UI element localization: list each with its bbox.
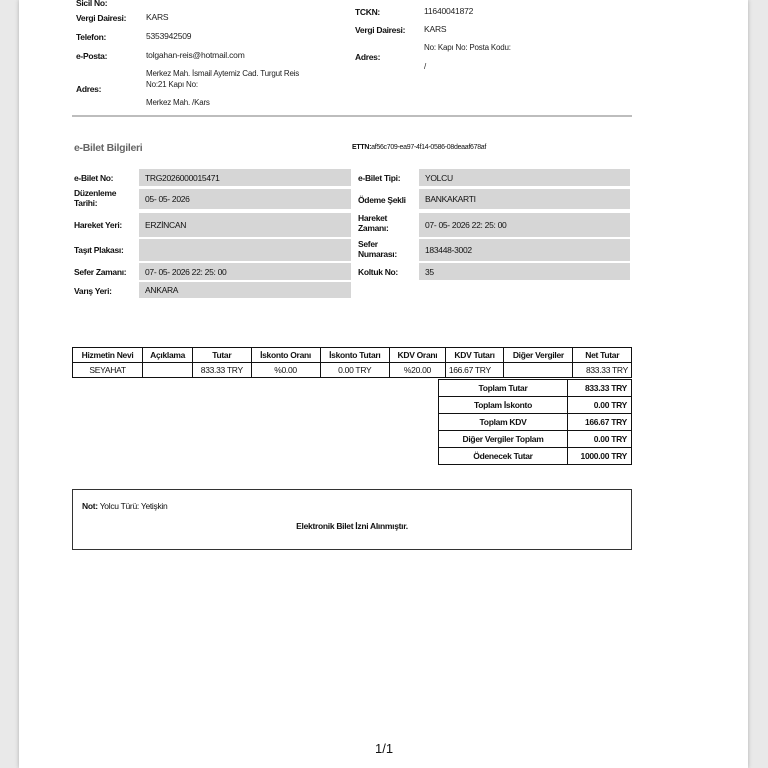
- totals-label: Toplam İskonto: [439, 397, 568, 414]
- sefer-numarasi-field: 183448-3002: [419, 239, 630, 261]
- table-cell: 833.33 TRY: [573, 363, 632, 378]
- eposta-value: tolgahan-reis@hotmail.com: [146, 50, 245, 60]
- tasit-plakasi-field: [139, 239, 351, 261]
- col-header: Tutar: [193, 348, 251, 363]
- totals-value: 1000.00 TRY: [568, 448, 632, 465]
- col-header: Açıklama: [143, 348, 193, 363]
- hareket-zamani-field: 07- 05- 2026 22: 25: 00: [419, 213, 630, 237]
- varis-yeri-field: ANKARA: [139, 282, 351, 298]
- col-header: İskonto Tutarı: [320, 348, 390, 363]
- hareket-zamani-label: Hareket Zamanı:: [358, 213, 389, 233]
- ebilet-no-label: e-Bilet No:: [74, 173, 114, 183]
- table-cell: [504, 363, 573, 378]
- totals-value: 0.00 TRY: [568, 431, 632, 448]
- eposta-label: e-Posta:: [76, 51, 108, 61]
- sefer-numarasi-label: Sefer Numarası:: [358, 239, 397, 259]
- seller-adres-line2: No:21 Kapı No:: [146, 80, 198, 89]
- table-cell: 166.67 TRY: [445, 363, 503, 378]
- duzenleme-tarihi-label: Düzenleme Tarihi:: [74, 188, 117, 208]
- page-indicator: 1/1: [375, 741, 394, 756]
- totals-label: Toplam KDV: [439, 414, 568, 431]
- totals-row: [439, 380, 632, 397]
- hareket-yeri-field: ERZİNCAN: [139, 213, 351, 237]
- totals-label: Diğer Vergiler Toplam: [439, 431, 568, 448]
- col-header: Net Tutar: [573, 348, 632, 363]
- buyer-adres-line1: No: Kapı No: Posta Kodu:: [424, 43, 511, 52]
- tckn-label: TCKN:: [355, 7, 380, 17]
- ebilet-section-title: e-Bilet Bilgileri: [74, 142, 143, 154]
- buyer-vergi-dairesi-value: KARS: [424, 24, 447, 34]
- document-page: [19, 0, 748, 768]
- table-cell: %0.00: [251, 363, 320, 378]
- buyer-adres-line2: /: [424, 62, 427, 71]
- ettn-label: ETTN:: [352, 144, 372, 151]
- note-center-text: Elektronik Bilet İzni Alınmıştır.: [296, 521, 408, 531]
- koltuk-no-label: Koltuk No:: [358, 267, 398, 277]
- totals-row: [439, 414, 632, 431]
- tckn-value: 11640041872: [424, 6, 474, 16]
- note-box: [72, 489, 632, 550]
- hareket-yeri-label: Hareket Yeri:: [74, 220, 122, 230]
- totals-row: [439, 448, 632, 465]
- totals-label: Toplam Tutar: [439, 380, 568, 397]
- sicil-label: Sicil No:: [76, 0, 108, 8]
- sefer-zamani-label: Sefer Zamanı:: [74, 267, 127, 277]
- seller-adres-line1: Merkez Mah. İsmail Aytemiz Cad. Turgut Reis: [146, 69, 300, 78]
- items-table: [72, 347, 632, 378]
- totals-row: [439, 397, 632, 414]
- note-label: Not:: [82, 501, 98, 511]
- table-cell: %20.00: [390, 363, 446, 378]
- ebilet-tipi-label: e-Bilet Tipi:: [358, 173, 401, 183]
- col-header: Diğer Vergiler: [504, 348, 573, 363]
- sefer-zamani-field: 07- 05- 2026 22: 25: 00: [139, 263, 351, 280]
- varis-yeri-label: Varış Yeri:: [74, 286, 112, 296]
- duzenleme-tarihi-field: 05- 05- 2026: [139, 189, 351, 209]
- note-line: [82, 501, 167, 511]
- col-header: KDV Oranı: [390, 348, 446, 363]
- totals-value: 0.00 TRY: [568, 397, 632, 414]
- totals-row: [439, 431, 632, 448]
- telefon-value: 5353942509: [146, 31, 192, 41]
- ettn-value: af56c709-ea97-4f14-0586-08deaaf678af: [371, 144, 487, 151]
- telefon-label: Telefon:: [76, 32, 107, 42]
- seller-vergi-dairesi-label: Vergi Dairesi:: [76, 13, 127, 23]
- ettn: [352, 144, 486, 151]
- header-divider: [72, 115, 632, 117]
- odeme-sekli-label: Ödeme Şekli: [358, 195, 406, 205]
- buyer-adres-label: Adres:: [355, 52, 381, 62]
- col-header: KDV Tutarı: [445, 348, 503, 363]
- koltuk-no-field: 35: [419, 263, 630, 280]
- seller-adres-line3: Merkez Mah. /Kars: [146, 98, 210, 107]
- seller-adres-label: Adres:: [76, 84, 102, 94]
- seller-vergi-dairesi-value: KARS: [146, 12, 169, 22]
- totals-value: 166.67 TRY: [568, 414, 632, 431]
- note-text: Yolcu Türü: Yetişkin: [99, 501, 168, 511]
- ebilet-tipi-field: YOLCU: [419, 169, 630, 186]
- odeme-sekli-field: BANKAKARTI: [419, 189, 630, 209]
- col-header: Hizmetin Nevi: [73, 348, 143, 363]
- totals-table: [438, 379, 632, 465]
- table-cell: SEYAHAT: [73, 363, 143, 378]
- totals-label: Ödenecek Tutar: [439, 448, 568, 465]
- ebilet-no-field: TRG2026000015471: [139, 169, 351, 186]
- items-header-row: [73, 348, 632, 363]
- table-cell: [143, 363, 193, 378]
- table-cell: 833.33 TRY: [193, 363, 251, 378]
- table-cell: 0.00 TRY: [320, 363, 390, 378]
- col-header: İskonto Oranı: [251, 348, 320, 363]
- totals-value: 833.33 TRY: [568, 380, 632, 397]
- buyer-vergi-dairesi-label: Vergi Dairesi:: [355, 25, 406, 35]
- table-row: [73, 363, 632, 378]
- tasit-plakasi-label: Taşıt Plakası:: [74, 245, 124, 255]
